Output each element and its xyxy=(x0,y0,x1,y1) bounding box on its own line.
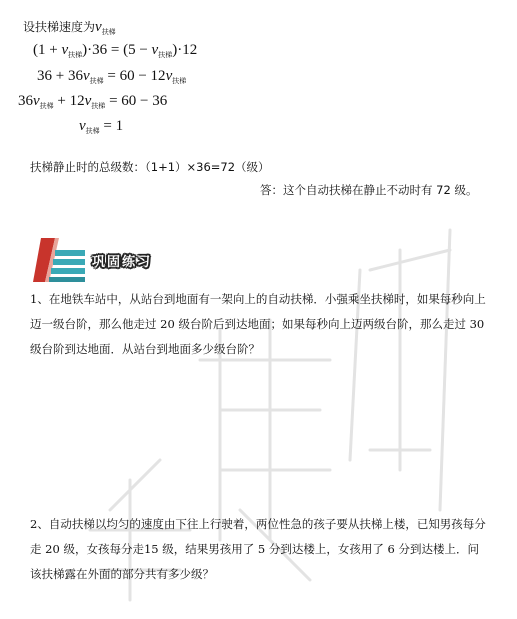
eq2-var2: v xyxy=(165,68,173,84)
eq2-part-b: = 60 − 12 xyxy=(103,68,166,84)
eq1-sub1: 扶梯 xyxy=(68,51,83,59)
eq1-part-a: (1 + xyxy=(33,42,62,58)
eq3-var1: v xyxy=(33,93,40,109)
equation-1 xyxy=(33,42,197,60)
problem-2: 2、自动扶梯以均匀的速度由下往上行驶着，两位性急的孩子要从扶梯上楼，已知男孩每分走 20 级，女孩每分走15 级，结果男孩用了 5 分到达楼上，女孩用了 6 分到达楼上．问该扶梯露在外面的部分共有多少级？ xyxy=(30,517,486,581)
total-steps-line: 扶梯静止时的总级数：（1+1）×36=72（级） xyxy=(30,160,270,174)
book-stack-icon xyxy=(33,236,89,284)
eq3-var2: v xyxy=(84,93,92,109)
answer-line: 答：这个自动扶梯在静止不动时有 72 级。 xyxy=(260,183,478,197)
solution-intro-text: 设扶梯速度为 xyxy=(23,20,96,34)
eq2-sub2: 扶梯 xyxy=(172,77,187,85)
eq2-sub1: 扶梯 xyxy=(89,77,104,85)
eq4-part-b: = 1 xyxy=(99,118,124,134)
eq4-var: v xyxy=(79,118,86,134)
eq3-sub1: 扶梯 xyxy=(39,102,54,110)
eq1-part-b: )·36 = (5 − xyxy=(82,42,152,58)
velocity-subscript: 扶梯 xyxy=(101,28,116,36)
solution-intro xyxy=(23,18,116,37)
eq2-part-a: 36 + 36 xyxy=(37,68,83,84)
equation-2 xyxy=(37,68,186,86)
problem-1: 1、在地铁车站中，从站台到地面有一架向上的自动扶梯．小强乘坐扶梯时，如果每秒向上迈一级台阶，那么他走过 20 级台阶后到达地面；如果每秒向上迈两级台阶，那么走过 30 级台阶到达地面．从站台到地面多少级台阶？ xyxy=(30,292,486,356)
eq3-part-b: + 12 xyxy=(53,93,85,109)
equation-3 xyxy=(18,93,167,111)
section-title: 巩固练习 xyxy=(92,255,153,270)
eq3-part-c: = 60 − 36 xyxy=(105,93,168,109)
eq1-sub2: 扶梯 xyxy=(158,51,173,59)
eq3-sub2: 扶梯 xyxy=(91,102,106,110)
eq3-part-a: 36 xyxy=(18,93,33,109)
equation-4 xyxy=(79,118,123,136)
velocity-symbol: v xyxy=(95,19,102,35)
eq4-sub: 扶梯 xyxy=(85,127,100,135)
eq1-part-c: )·12 xyxy=(172,42,198,58)
eq1-var1: v xyxy=(61,42,69,58)
eq1-var2: v xyxy=(151,42,159,58)
eq2-var1: v xyxy=(82,68,90,84)
